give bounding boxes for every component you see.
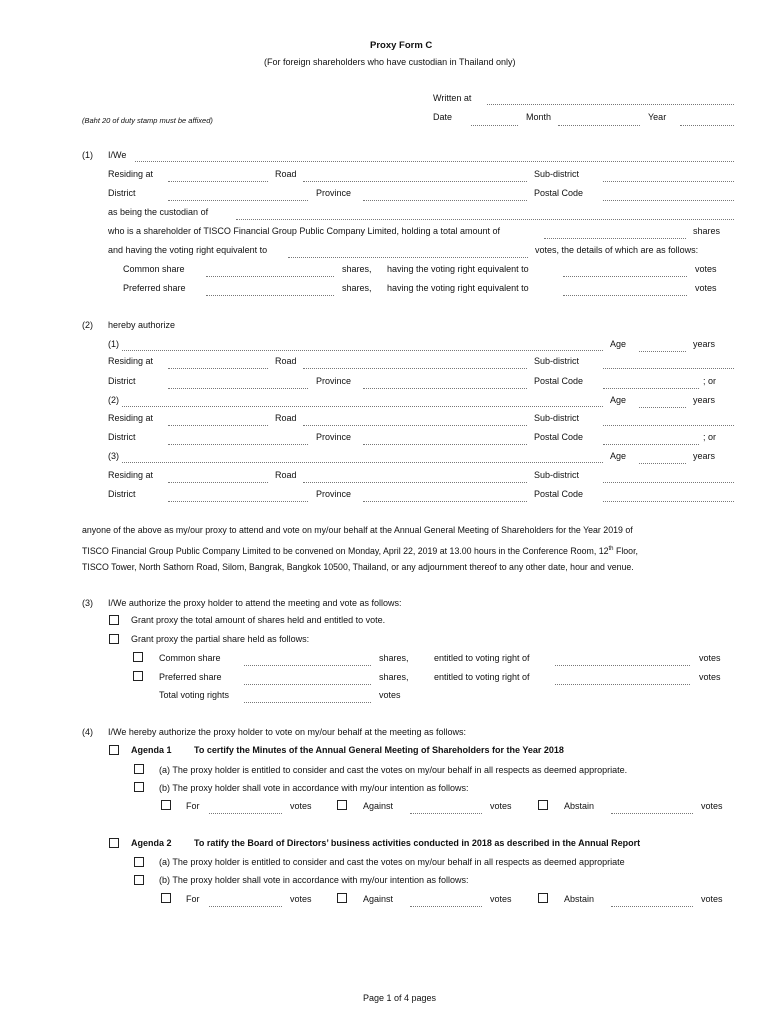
residing-at-label: Residing at: [108, 169, 154, 179]
proxy-2-province-field[interactable]: [363, 444, 527, 445]
postal-code-label: Postal Code: [534, 376, 584, 386]
age-label: Age: [610, 339, 627, 349]
shares-comma: shares,: [379, 672, 409, 682]
proxy-2-postal-field[interactable]: [603, 444, 699, 445]
agenda-2-for-checkbox[interactable]: [161, 893, 171, 903]
paragraph-line-3: TISCO Tower, North Sathorn Road, Silom, Bangrak, Bangkok 10500, Thailand, or any adjournment thereof to any other date, hour and venue.: [82, 562, 634, 572]
written-at-field[interactable]: [487, 104, 734, 105]
agenda-2-against-checkbox[interactable]: [337, 893, 347, 903]
votes-label: votes: [699, 653, 721, 663]
s3-common-votes-field[interactable]: [555, 665, 690, 666]
agenda-1-abstain-checkbox[interactable]: [538, 800, 548, 810]
page-number: Page 1 of 4 pages: [363, 993, 437, 1003]
years-label: years: [693, 339, 716, 349]
preferred-votes-field[interactable]: [563, 295, 687, 296]
agenda-2-abstain-votes-field[interactable]: [611, 906, 693, 907]
section-3-text: I/We authorize the proxy holder to attend the meeting and vote as follows:: [108, 598, 402, 608]
sub-district-field[interactable]: [603, 181, 734, 182]
province-label: Province: [316, 489, 352, 499]
votes-label: votes: [490, 801, 512, 811]
paragraph-superscript: th: [608, 546, 614, 552]
district-label: District: [108, 188, 136, 198]
agenda-2-checkbox[interactable]: [109, 838, 119, 848]
proxy-1-name-field[interactable]: [122, 350, 603, 351]
agenda-2-option-a-label: (a) The proxy holder is entitled to consider and cast the votes on my/our behalf in all respects as deemed appropriate: [159, 857, 625, 867]
proxy-3-label: (3): [108, 451, 119, 461]
votes-label: votes: [701, 894, 723, 904]
postal-code-label: Postal Code: [534, 489, 584, 499]
custodian-label: as being the custodian of: [108, 207, 209, 217]
proxy-2-name-field[interactable]: [122, 406, 603, 407]
province-label: Province: [316, 432, 352, 442]
postal-code-label: Postal Code: [534, 188, 584, 198]
proxy-3-road-field[interactable]: [303, 482, 527, 483]
proxy-1-district-field[interactable]: [168, 388, 308, 389]
votes-label: votes: [290, 801, 312, 811]
agenda-1-for-checkbox[interactable]: [161, 800, 171, 810]
age-label: Age: [610, 451, 627, 461]
shares-comma: shares,: [342, 264, 372, 274]
paragraph-line-2-end: Floor,: [613, 545, 638, 556]
district-label: District: [108, 489, 136, 499]
years-label: years: [693, 395, 716, 405]
proxy-3-sub-district-field[interactable]: [603, 482, 734, 483]
proxy-1-province-field[interactable]: [363, 388, 527, 389]
proxy-3-province-field[interactable]: [363, 501, 527, 502]
postal-code-label: Postal Code: [534, 432, 584, 442]
agenda-1-for-votes-field[interactable]: [209, 813, 282, 814]
proxy-1-road-field[interactable]: [303, 368, 527, 369]
s3-preferred-votes-field[interactable]: [555, 684, 690, 685]
proxy-2-sub-district-field[interactable]: [603, 425, 734, 426]
votes-details-text: votes, the details of which are as follows:: [535, 245, 699, 255]
proxy-2-residing-field[interactable]: [168, 425, 268, 426]
postal-code-field[interactable]: [603, 200, 734, 201]
section-1-number: (1): [82, 150, 93, 160]
common-share-field[interactable]: [206, 276, 334, 277]
province-field[interactable]: [363, 200, 527, 201]
for-label: For: [186, 894, 200, 904]
votes-label: votes: [490, 894, 512, 904]
years-label: years: [693, 451, 716, 461]
or-label: ; or: [703, 432, 717, 442]
proxy-3-district-field[interactable]: [168, 501, 308, 502]
shareholder-text: who is a shareholder of TISCO Financial Group Public Company Limited, holding a total amount of: [108, 226, 501, 236]
s3-common-shares-field[interactable]: [244, 665, 371, 666]
authorize-label: hereby authorize: [108, 320, 176, 330]
proxy-2-district-field[interactable]: [168, 444, 308, 445]
agenda-2-option-a-checkbox[interactable]: [134, 857, 144, 867]
proxy-1-age-field[interactable]: [639, 351, 686, 352]
month-field[interactable]: [558, 125, 640, 126]
votes-label: votes: [290, 894, 312, 904]
agenda-1-abstain-votes-field[interactable]: [611, 813, 693, 814]
year-label: Year: [648, 112, 667, 122]
grant-partial-checkbox[interactable]: [109, 634, 119, 644]
proxy-3-residing-field[interactable]: [168, 482, 268, 483]
shares-label: shares: [693, 226, 721, 236]
votes-label: votes: [695, 264, 717, 274]
sub-district-label: Sub-district: [534, 413, 580, 423]
grant-partial-label: Grant proxy the partial share held as follows:: [131, 634, 310, 644]
abstain-label: Abstain: [564, 894, 595, 904]
agenda-1-against-votes-field[interactable]: [410, 813, 482, 814]
proxy-3-postal-field[interactable]: [603, 501, 734, 502]
residing-at-field[interactable]: [168, 181, 268, 182]
proxy-1-sub-district-field[interactable]: [603, 368, 734, 369]
agenda-1-option-b-checkbox[interactable]: [134, 782, 144, 792]
for-label: For: [186, 801, 200, 811]
common-share-checkbox[interactable]: [133, 652, 143, 662]
proxy-2-age-field[interactable]: [639, 407, 686, 408]
against-label: Against: [363, 801, 394, 811]
road-label: Road: [275, 356, 297, 366]
grant-total-checkbox[interactable]: [109, 615, 119, 625]
agenda-1-title: To certify the Minutes of the Annual General Meeting of Shareholders for the Year 2018: [194, 745, 564, 755]
agenda-1-option-a-label: (a) The proxy holder is entitled to consider and cast the votes on my/our behalf in all respects as deemed appropriate.: [159, 765, 628, 775]
proxy-2-label: (2): [108, 395, 119, 405]
form-subtitle: (For foreign shareholders who have custodian in Thailand only): [264, 57, 516, 67]
votes-label: votes: [701, 801, 723, 811]
proxy-3-name-field[interactable]: [122, 462, 603, 463]
shares-comma: shares,: [379, 653, 409, 663]
or-label: ; or: [703, 376, 717, 386]
section-4-text: I/We hereby authorize the proxy holder to vote on my/our behalf at the meeting as follows:: [108, 727, 467, 737]
preferred-share-checkbox[interactable]: [133, 671, 143, 681]
common-share-label: Common share: [159, 653, 221, 663]
agenda-2-option-b-checkbox[interactable]: [134, 875, 144, 885]
iwe-label: I/We: [108, 150, 127, 160]
agenda-1-checkbox[interactable]: [109, 745, 119, 755]
having-voting-label: having the voting right equivalent to: [387, 283, 529, 293]
shares-comma: shares,: [342, 283, 372, 293]
iwe-name-field[interactable]: [135, 161, 734, 162]
voting-right-field[interactable]: [288, 257, 528, 258]
paragraph-line-2: [82, 544, 638, 557]
agenda-2-option-b-label: (b) The proxy holder shall vote in accordance with my/our intention as follows:: [159, 875, 469, 885]
votes-label: votes: [699, 672, 721, 682]
sub-district-label: Sub-district: [534, 356, 580, 366]
form-title: Proxy Form C: [370, 40, 433, 51]
section-3-number: (3): [82, 598, 93, 608]
preferred-share-label: Preferred share: [123, 283, 186, 293]
common-votes-field[interactable]: [563, 276, 687, 277]
section-4-number: (4): [82, 727, 93, 737]
residing-at-label: Residing at: [108, 413, 154, 423]
written-at-label: Written at: [433, 93, 472, 103]
stamp-note: (Baht 20 of duty stamp must be affixed): [82, 116, 213, 125]
s3-preferred-shares-field[interactable]: [244, 684, 371, 685]
entitled-label: entitled to voting right of: [434, 672, 530, 682]
section-2-number: (2): [82, 320, 93, 330]
paragraph-line-2-text: TISCO Financial Group Public Company Limited to be convened on Monday, April 22, 2019 at 13.00 hours in the Conference Room, 12: [82, 545, 609, 556]
district-field[interactable]: [168, 200, 308, 201]
date-field[interactable]: [471, 125, 518, 126]
votes-label: votes: [379, 690, 401, 700]
votes-label: votes: [695, 283, 717, 293]
road-label: Road: [275, 470, 297, 480]
paragraph-line-1: anyone of the above as my/our proxy to attend and vote on my/our behalf at the Annual General Meeting of Shareholders for the Year 2019 of: [82, 525, 633, 535]
agenda-1-option-b-label: (b) The proxy holder shall vote in accordance with my/our intention as follows:: [159, 783, 469, 793]
s3-total-voting-field[interactable]: [244, 702, 371, 703]
district-label: District: [108, 376, 136, 386]
agenda-1-label: Agenda 1: [131, 745, 172, 755]
proxy-1-postal-field[interactable]: [603, 388, 699, 389]
common-share-label: Common share: [123, 264, 185, 274]
road-label: Road: [275, 413, 297, 423]
date-label: Date: [433, 112, 453, 122]
grant-total-label: Grant proxy the total amount of shares held and entitled to vote.: [131, 615, 386, 625]
age-label: Age: [610, 395, 627, 405]
entitled-label: entitled to voting right of: [434, 653, 530, 663]
province-label: Province: [316, 376, 352, 386]
having-voting-label: having the voting right equivalent to: [387, 264, 529, 274]
agenda-2-title: To ratify the Board of Directors’ business activities conducted in 2018 as described in the Annual Report: [194, 838, 641, 848]
sub-district-label: Sub-district: [534, 169, 580, 179]
proxy-1-label: (1): [108, 339, 119, 349]
against-label: Against: [363, 894, 394, 904]
agenda-2-label: Agenda 2: [131, 838, 172, 848]
road-label: Road: [275, 169, 297, 179]
total-shares-field[interactable]: [544, 238, 686, 239]
preferred-share-field[interactable]: [206, 295, 334, 296]
custodian-field[interactable]: [236, 219, 734, 220]
residing-at-label: Residing at: [108, 356, 154, 366]
agenda-1-option-a-checkbox[interactable]: [134, 764, 144, 774]
agenda-2-against-votes-field[interactable]: [410, 906, 482, 907]
total-voting-label: Total voting rights: [159, 690, 230, 700]
proxy-3-age-field[interactable]: [639, 463, 686, 464]
month-label: Month: [526, 112, 552, 122]
agenda-2-abstain-checkbox[interactable]: [538, 893, 548, 903]
proxy-2-road-field[interactable]: [303, 425, 527, 426]
agenda-2-for-votes-field[interactable]: [209, 906, 282, 907]
preferred-share-label: Preferred share: [159, 672, 222, 682]
voting-right-label: and having the voting right equivalent to: [108, 245, 268, 255]
road-field[interactable]: [303, 181, 527, 182]
province-label: Province: [316, 188, 352, 198]
agenda-1-against-checkbox[interactable]: [337, 800, 347, 810]
year-field[interactable]: [680, 125, 734, 126]
sub-district-label: Sub-district: [534, 470, 580, 480]
district-label: District: [108, 432, 136, 442]
residing-at-label: Residing at: [108, 470, 154, 480]
abstain-label: Abstain: [564, 801, 595, 811]
proxy-1-residing-field[interactable]: [168, 368, 268, 369]
